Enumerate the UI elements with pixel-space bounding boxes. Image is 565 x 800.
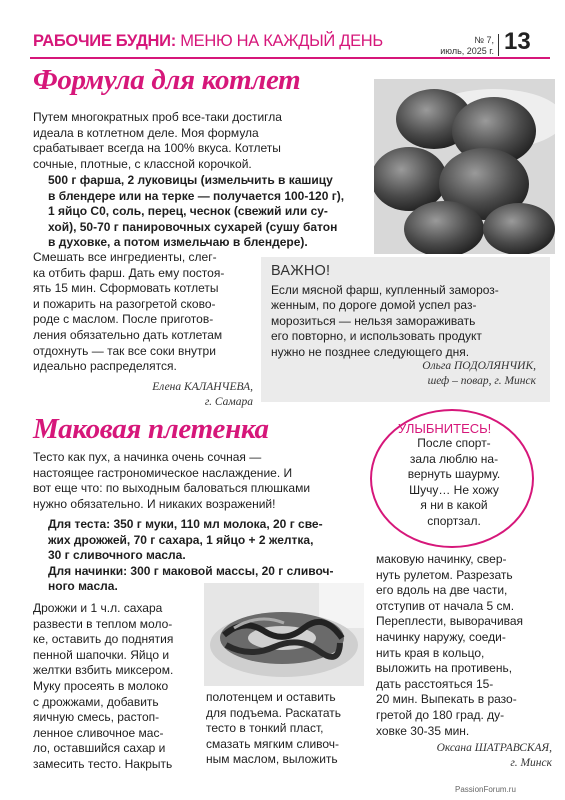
article2-column1 <box>33 601 201 773</box>
text-line: Дрожжи и 1 ч.л. сахара <box>33 601 163 615</box>
article2-signature <box>340 741 552 771</box>
article1-ingredients <box>48 173 378 251</box>
text-line: тесто в тонкий пласт, <box>206 721 324 736</box>
text-line: хой), 50-70 г панировочных сухарей (сушу батон <box>48 219 338 234</box>
text-line: жих дрожжей, 70 г сахара, 1 яйцо + 2 желтка, <box>48 532 314 547</box>
text-line: Путем многократных проб все-таки достигла <box>33 110 282 124</box>
article2-intro <box>33 450 365 512</box>
joke-bubble <box>370 409 534 548</box>
text-line: пенной шапочки. Яйцо и <box>33 647 170 662</box>
text-line: и пожарить на разогретой сково- <box>33 296 216 311</box>
text-line: Переплести, выворачивая <box>376 614 524 629</box>
text-line: настоящее гастрономическое наслаждение. И <box>33 465 293 480</box>
text-line: с дрожжами, добавить <box>33 694 159 709</box>
text-line: нуть рулетом. Разрезать <box>376 567 513 582</box>
text-line: ло, оставшийся сахар и <box>33 741 166 756</box>
text-line: смазать мягким сливоч- <box>206 736 340 751</box>
text-line: Если мясной фарш, купленный замороз- <box>271 283 499 297</box>
text-line: его вдоль на две части, <box>376 583 508 598</box>
header-rule <box>30 57 550 59</box>
text-line: ленное сливочное мас- <box>33 725 164 740</box>
text-line: нужно обязательно. И никаких возражений! <box>33 496 276 511</box>
issue-info <box>430 35 494 57</box>
text-line: спортзал. <box>427 513 481 528</box>
text-line: гретой до 180 град. ду- <box>376 707 505 722</box>
joke-text <box>386 436 522 529</box>
cutlets-photo <box>374 79 555 254</box>
important-note <box>261 257 550 402</box>
author-city: г. Самара <box>204 396 253 408</box>
text-line: вернуть шаурму. <box>407 467 501 481</box>
watermark: PassionForum.ru <box>455 785 516 794</box>
text-line: 500 г фарша, 2 луковицы (измельчить в кашицу <box>48 173 333 187</box>
section-header-bold: РАБОЧИЕ БУДНИ: <box>33 32 176 50</box>
text-line: идеально распределятся. <box>33 359 177 374</box>
text-line: маковую начинку, свер- <box>376 552 507 566</box>
text-line: замесить тесто. Накрыть <box>33 756 173 771</box>
section-header-rest: МЕНЮ НА КАЖДЫЙ ДЕНЬ <box>180 32 383 50</box>
important-text <box>271 283 541 360</box>
text-line: 30 г сливочного масла. <box>48 548 186 563</box>
author-name: Ольга ПОДОЛЯНЧИК, <box>422 360 536 372</box>
text-line: морозиться — нельзя замораживать <box>271 313 476 328</box>
important-label: ВАЖНО! <box>271 263 331 279</box>
text-line: в блендере или на терке — получается 100-120 г), <box>48 188 345 203</box>
header-divider <box>498 34 499 56</box>
text-line: 1 яйцо С0, соль, перец, чеснок (свежий или су- <box>48 204 328 219</box>
text-line: После спорт- <box>417 436 491 450</box>
article2-title: Маковая плетенка <box>33 413 269 445</box>
text-line: полотенцем и оставить <box>206 690 336 704</box>
text-line: ке, оставить до поднятия <box>33 632 174 647</box>
text-line: яичную смесь, растоп- <box>33 710 160 725</box>
text-line: ять 15 мин. Сформовать котлеты <box>33 281 219 296</box>
important-signature <box>286 359 536 389</box>
text-line: нить края в кольцо, <box>376 645 485 660</box>
article1-intro <box>33 110 373 172</box>
text-line: в духовке, а потом измельчаю в блендере). <box>48 235 308 250</box>
text-line: зала люблю на- <box>409 451 499 466</box>
braid-image <box>204 583 364 686</box>
text-line: ным маслом, выложить <box>206 752 338 767</box>
text-line: вот еще что: по выходным баловаться плюшками <box>33 481 311 496</box>
text-line: Муку просеять в молоко <box>33 678 169 693</box>
text-line: женным, по дороге домой успел раз- <box>271 298 477 313</box>
text-line: нужно не позднее следующего дня. <box>271 344 470 359</box>
author-name: Елена КАЛАНЧЕВА, <box>152 381 253 393</box>
text-line: его повторно, и использовать продукт <box>271 329 482 344</box>
text-line: Для теста: 350 г муки, 110 мл молока, 20 г све- <box>48 517 323 531</box>
text-line: сочные, плотные, с классной корочкой. <box>33 156 252 171</box>
article2-column3 <box>376 552 552 739</box>
text-line: я ни в какой <box>420 498 488 512</box>
author-role: шеф – повар, г. Минск <box>427 375 536 387</box>
text-line: дать расстояться 15- <box>376 676 494 691</box>
text-line: Смешать все ингредиенты, слег- <box>33 250 217 264</box>
joke-label: УЛЫБНИТЕСЬ! <box>398 421 492 436</box>
issue-date: июль, 2025 г. <box>440 46 494 56</box>
text-line: роде с маслом. После приготов- <box>33 312 214 327</box>
text-line: для подъема. Раскатать <box>206 705 341 720</box>
text-line: ления обязательно дать котлетам <box>33 327 223 342</box>
text-line: развести в теплом моло- <box>33 616 173 631</box>
text-line: выложить на противень, <box>376 661 513 676</box>
section-header <box>33 32 383 51</box>
braid-photo <box>204 583 364 686</box>
text-line: желтки взбить миксером. <box>33 663 174 678</box>
text-line: Тесто как пух, а начинка очень сочная — <box>33 450 262 464</box>
author-name: Оксана ШАТРАВСКАЯ, <box>436 742 552 754</box>
article1-title: Формула для котлет <box>33 64 301 96</box>
page-number: 13 <box>504 28 531 55</box>
article1-signature <box>33 380 253 410</box>
text-line: ка отбить фарш. Дать ему постоя- <box>33 265 225 280</box>
text-line: срабатывает всегда на 100% вкуса. Котлеты <box>33 141 281 156</box>
issue-number: № 7, <box>474 35 494 45</box>
author-city: г. Минск <box>510 757 552 769</box>
text-line: отступив от начала 5 см. <box>376 598 515 613</box>
text-line: ховке 30-35 мин. <box>376 723 470 738</box>
text-line: отдохнуть — так все соки внутри <box>33 343 216 358</box>
text-line: идеала в котлетном деле. Моя формула <box>33 125 259 140</box>
text-line: ного масла. <box>48 579 118 594</box>
text-line: Шучу… Не хожу <box>409 482 499 497</box>
text-line: начинку наружу, соеди- <box>376 629 506 644</box>
article1-method <box>33 250 251 375</box>
text-line: 20 мин. Выпекать в разо- <box>376 692 517 707</box>
text-line: Для начинки: 300 г маковой массы, 20 г сливоч- <box>48 563 334 578</box>
cutlets-image <box>374 79 555 254</box>
